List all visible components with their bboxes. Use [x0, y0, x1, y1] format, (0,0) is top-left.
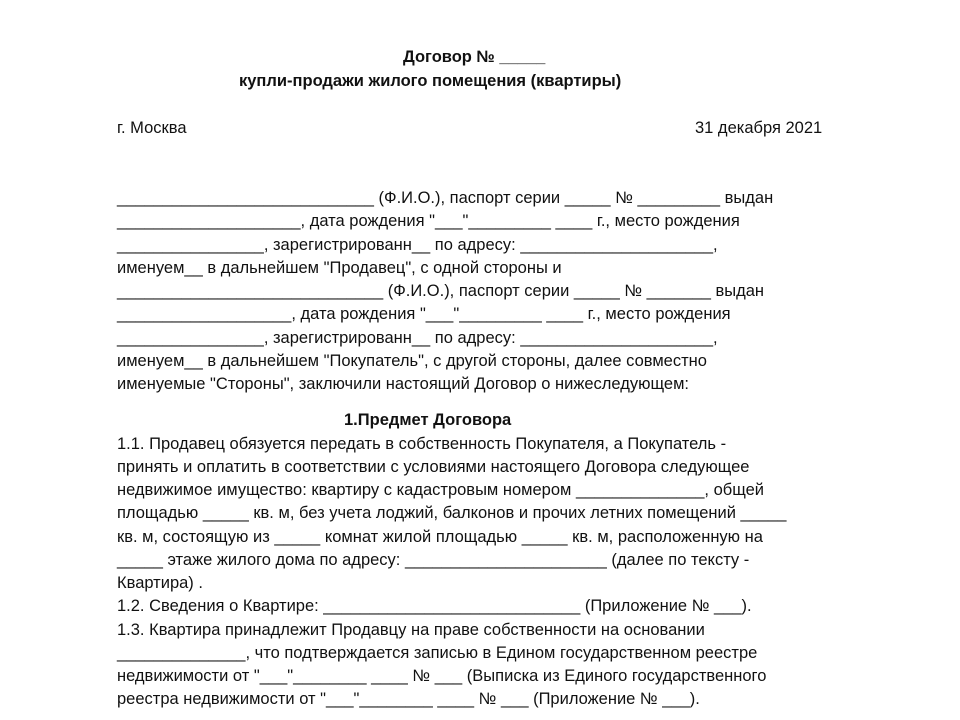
contract-subtitle: купли-продажи жилого помещения (квартиры)	[239, 72, 622, 90]
parties-line: ____________________________ (Ф.И.О.), паспорт серии _____ № _________ выдан	[117, 189, 774, 207]
parties-line: именуем__ в дальнейшем "Покупатель", с другой стороны, далее совместно	[117, 351, 707, 370]
contract-city: г. Москва	[117, 119, 187, 137]
section-line: площадью _____ кв. м, без учета лоджий, балконов и прочих летних помещений _____	[117, 504, 787, 523]
parties-line: _____________________________ (Ф.И.О.), паспорт серии _____ № _______ выдан	[117, 282, 765, 300]
paragraph-gap	[117, 396, 837, 409]
parties-line: ________________, зарегистрированн__ по адресу: _____________________,	[117, 235, 718, 254]
parties-line: ___________________, дата рождения "___"_________ ____ г., место рождения	[117, 305, 731, 324]
parties-line: ________________, зарегистрированн__ по адресу: _____________________,	[117, 328, 718, 347]
parties-line: ____________________, дата рождения "___"_________ ____ г., место рождения	[117, 212, 740, 231]
parties-line: именуемые "Стороны", заключили настоящий Договор о нижеследующем:	[117, 375, 689, 393]
section-line: принять и оплатить в соответствии с условиями настоящего Договора следующее	[117, 457, 750, 476]
section-line: реестра недвижимости от "___"________ ____ № ___ (Приложение № ___).	[117, 690, 700, 709]
section-line: 1.1. Продавец обязуется передать в собственность Покупателя, а Покупатель -	[117, 434, 727, 453]
section-line: 1.3. Квартира принадлежит Продавцу на праве собственности на основании	[117, 620, 705, 639]
section-line: недвижимости от "___"________ ____ № ___ (Выписка из Единого государственного	[117, 667, 767, 685]
contract-body	[117, 187, 837, 712]
section-line: 1.2. Сведения о Квартире: ____________________________ (Приложение № ___).	[117, 597, 752, 616]
parties-line: именуем__ в дальнейшем "Продавец", с одной стороны и	[117, 258, 562, 277]
contract-date: 31 декабря 2021	[695, 119, 823, 137]
section-line: Квартира) .	[117, 574, 203, 592]
section-line: кв. м, состоящую из _____ комнат жилой площадью _____ кв. м, расположенную на	[117, 527, 763, 546]
contract-title: Договор № _____	[403, 48, 546, 66]
section-line: ______________, что подтверждается записью в Едином государственном реестре	[117, 643, 758, 662]
section-heading: 1.Предмет Договора	[344, 411, 512, 430]
section-line: недвижимое имущество: квартиру с кадастровым номером ______________, общей	[117, 481, 765, 499]
section-line: _____ этаже жилого дома по адресу: ______________________ (далее по тексту -	[117, 550, 750, 569]
